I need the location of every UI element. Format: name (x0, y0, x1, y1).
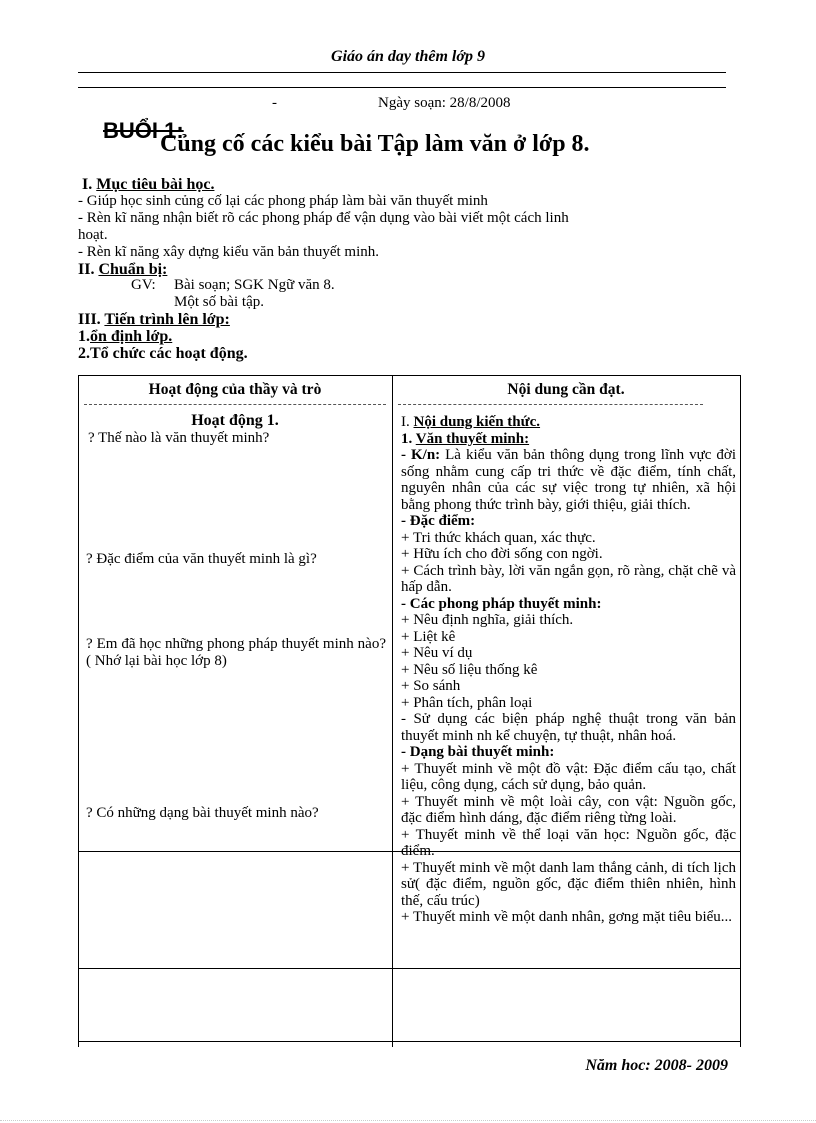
method-item: + Nêu số liệu thống kê (401, 661, 538, 678)
type-item: + Thuyết minh về một danh lam thắng cảnh, di tích lịch sử( đặc điểm, nguồn gốc, đặc điểm thiên nhiên, hình thế, cấu trúc) (401, 859, 736, 909)
step-text: Tổ chức các hoạt động. (90, 345, 248, 362)
prep-heading-text: Chuẩn bị: (98, 261, 168, 278)
step-text: ổn định lớp. (90, 328, 173, 345)
table-left-border (78, 375, 79, 1047)
definition-label: - K/n: (401, 447, 441, 463)
sec-num: I. (401, 414, 410, 430)
activity-title: Hoạt động 1. (191, 412, 279, 429)
question-1: ? Thế nào là văn thuyết minh? (88, 430, 270, 446)
method-item: + Phân tích, phân loại (401, 694, 533, 711)
col-header-content: Nội dung cần đạt. (507, 381, 625, 398)
header-rule-top (78, 72, 726, 73)
sub-num: 1. (401, 430, 413, 447)
knowledge-heading (401, 414, 736, 431)
objectives-heading-num: I. (82, 176, 93, 193)
page-bottom-rule (0, 1120, 816, 1121)
process-heading (78, 311, 230, 329)
running-header: Giáo án day thêm lớp 9 (331, 48, 485, 65)
sec-title: Nội dung kiến thức. (413, 414, 541, 430)
page-title: Củng cố các kiểu bài Tập làm văn ở lớp 8. (160, 131, 590, 157)
question-3: ? Em đã học những phong pháp thuyết minh nào? ( Nhớ lại bài học lớp 8) (86, 636, 386, 669)
question-2: ? Đặc điểm của văn thuyết minh là gì? (86, 551, 317, 567)
process-heading-text: Tiến trình lên lớp: (104, 311, 230, 328)
features-heading: - Đặc điểm: (401, 513, 476, 529)
footer-school-year: Năm hoc: 2008- 2009 (585, 1057, 728, 1074)
feature-item: + Tri thức khách quan, xác thực. (401, 529, 596, 546)
content-column (401, 414, 736, 1044)
step-num: 1. (78, 328, 90, 345)
sub-title: Văn thuyết minh: (415, 430, 530, 447)
objectives-heading (82, 176, 214, 194)
prep-heading-num: II. (78, 261, 95, 278)
process-step-1 (78, 328, 172, 346)
method-item: + Nêu định nghĩa, giải thích. (401, 612, 574, 628)
process-step-2 (78, 345, 248, 363)
teacher-materials: Bài soạn; SGK Ngữ văn 8. (174, 277, 335, 293)
feature-item: + Hữu ích cho đời sống con ngời. (401, 546, 603, 562)
definition-text: Là kiểu văn bản thông dụng trong lĩnh vực đời sống nhằm cung cấp tri thức về đặc điểm, tính chất, nguyên nhân của các sự việc trong tự nhiên, xã hội bằng phong thức trình bày, giới thiệu, giải thích. (401, 447, 736, 513)
header-dash-right (398, 404, 703, 405)
type-item: + Thuyết minh về một loài cây, con vật: Nguồn gốc, đặc điểm hình dáng, đặc điểm riêng từng loài. (401, 793, 736, 826)
date-dash: - (272, 95, 277, 111)
table-right-border (740, 375, 741, 1047)
objective-item: - Rèn kĩ năng nhận biết rõ các phong pháp để vận dụng vào bài viết một cách linh (78, 210, 569, 226)
objectives-heading-text: Mục tiêu bài học. (96, 176, 215, 193)
methods-heading: - Các phong pháp thuyết minh: (401, 595, 602, 612)
method-item: - Sử dụng các biện pháp nghệ thuật trong văn bản thuyết minh nh kể chuyện, tự thuật, nhân hoá. (401, 711, 736, 744)
step-num: 2. (78, 345, 90, 362)
table-column-divider (392, 375, 393, 1047)
method-item: + Liệt kê (401, 628, 456, 645)
types-heading: - Dạng bài thuyết minh: (401, 744, 555, 760)
date-line: Ngày soạn: 28/8/2008 (378, 95, 511, 111)
objective-item: - Rèn kĩ năng xây dựng kiểu văn bản thuyết minh. (78, 244, 379, 260)
header-dash-left (84, 404, 386, 405)
method-item: + So sánh (401, 678, 461, 694)
definition (401, 447, 736, 513)
method-item: + Nêu ví dụ (401, 645, 473, 661)
col-header-activities: Hoạt động của thầy và trò (148, 381, 322, 398)
session-label: BUỔI 1: (103, 118, 184, 143)
feature-item: + Cách trình bày, lời văn ngắn gọn, rõ ràng, chặt chẽ và hấp dẫn. (401, 562, 736, 595)
type-item: + Thuyết minh về một danh nhân, gơng mặt tiêu biểu... (401, 909, 733, 925)
question-4: ? Có những dạng bài thuyết minh nào? (86, 805, 319, 821)
process-heading-num: III. (78, 311, 101, 328)
objective-item: hoạt. (78, 227, 108, 243)
type-item: + Thuyết minh về một đồ vật: Đặc điểm cấu tạo, chất liệu, công dụng, cách sử dụng, bảo quản. (401, 760, 736, 793)
teacher-materials-2: Một số bài tập. (174, 294, 264, 310)
expository-heading (401, 431, 736, 448)
table-top-border (78, 375, 741, 376)
header-rule-bottom (78, 87, 726, 88)
type-item: + Thuyết minh về thể loại văn học: Nguồn gốc, đặc điểm. (401, 826, 736, 859)
teacher-label: GV: (131, 277, 156, 293)
objective-item: - Giúp học sinh củng cố lại các phong pháp làm bài văn thuyết minh (78, 193, 488, 209)
